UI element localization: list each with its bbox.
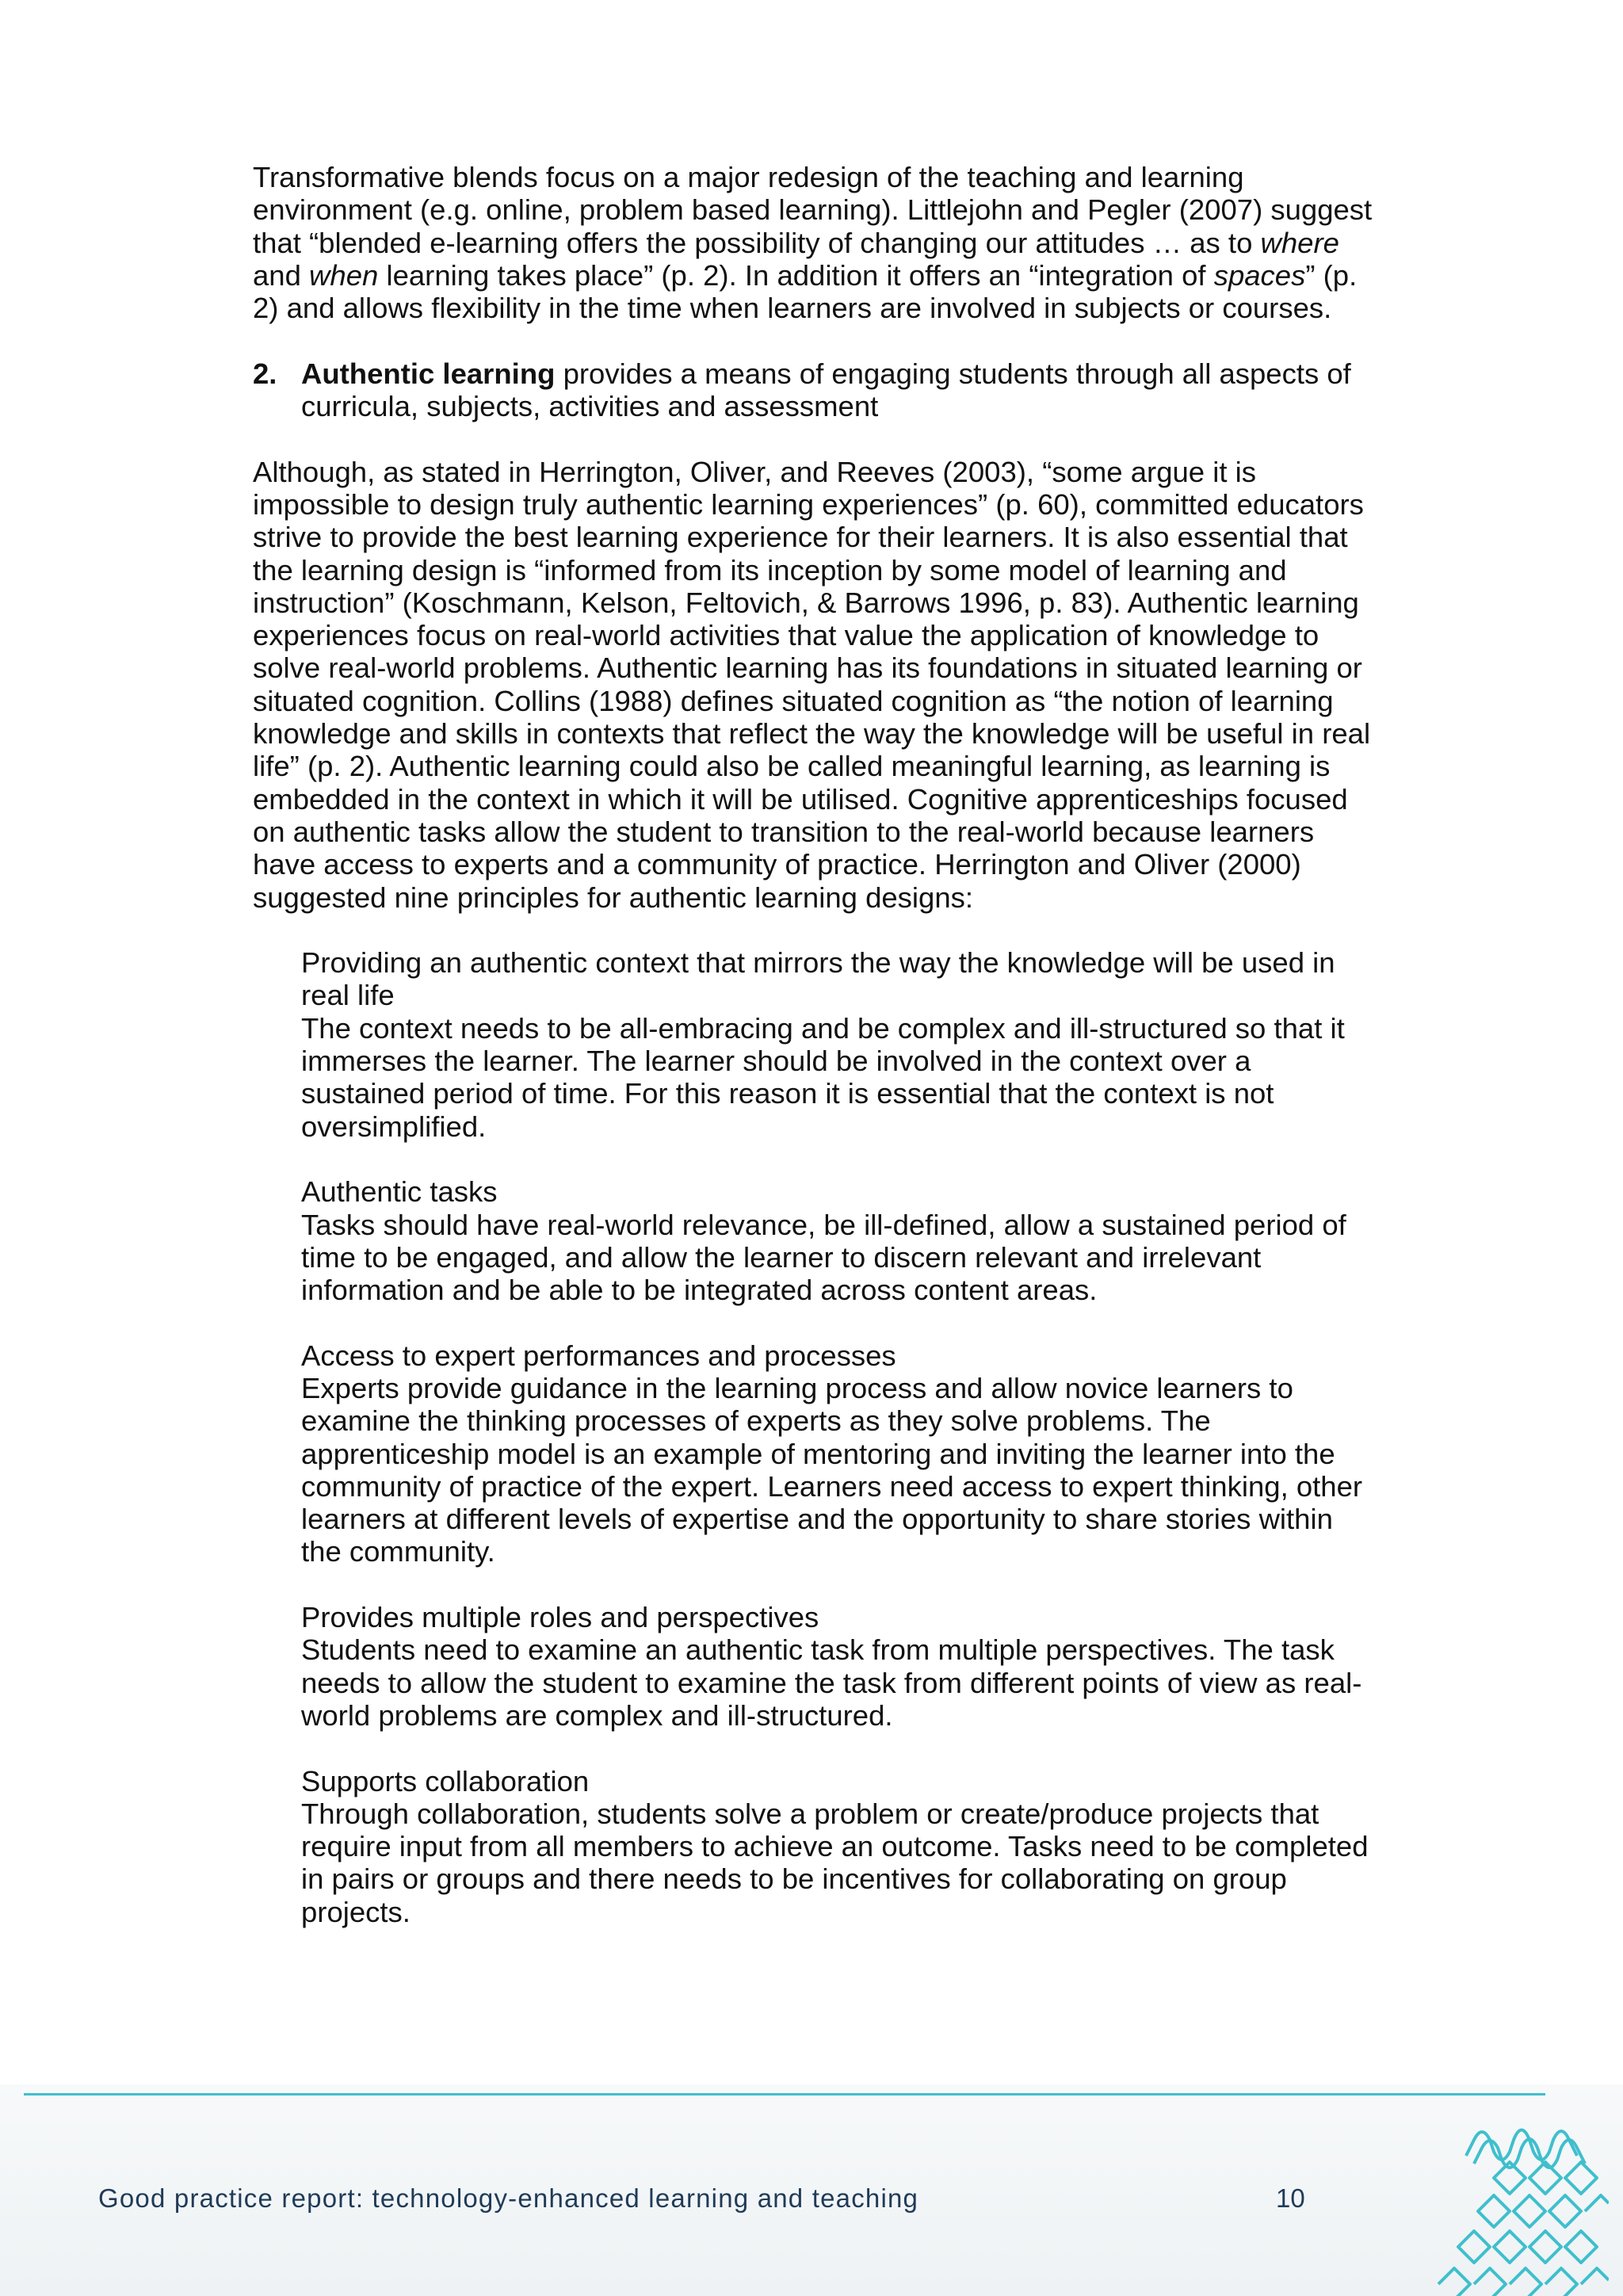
list-item-text: provides a means of engaging students through all aspects of curricula, subjects, activities and assessment [301, 357, 1351, 423]
numbered-item-authentic-learning [253, 357, 1378, 423]
principle-item [301, 1339, 1378, 1568]
paragraph-transformative-blends [253, 161, 1378, 324]
principle-item [301, 946, 1378, 1143]
principle-item [301, 1765, 1378, 1928]
principle-title: Providing an authentic context that mirrors the way the knowledge will be used in real life [301, 946, 1335, 1012]
list-item-body [301, 357, 1378, 423]
emphasis-spaces: spaces [1213, 258, 1306, 292]
principle-title: Authentic tasks [301, 1175, 498, 1209]
principle-title: Supports collaboration [301, 1764, 590, 1797]
footer-title: Good practice report: technology-enhanced learning and teaching [98, 2183, 919, 2213]
paragraph-authentic-learning: Although, as stated in Herrington, Oliver, and Reeves (2003), “some argue it is impossible to design truly authentic learning experiences” (p. 60), committed educators strive to provide the best learning experience for their learners. It is also essential that the learning design is “informed from its inception by some model of learning and instruction” (Koschmann, Kelson, Feltovich, & Barrows 1996, p. 83). Authentic learning experiences focus on real-world activities that value the application of knowledge to solve real-world problems. Authentic learning has its foundations in situated learning or situated cognition. Collins (1988) defines situated cognition as “the notion of learning knowledge and skills in contexts that reflect the way the knowledge will be useful in real life” (p. 2). Authentic learning could also be called meaningful learning, as learning is embedded in the context in which it will be utilised. Cognitive apprenticeships focused on authentic tasks allow the student to transition to the real-world because learners have access to experts and a community of practice. Herrington and Oliver (2000) suggested nine principles for authentic learning designs: [253, 455, 1371, 914]
wave-diamond-logo-icon [1419, 2076, 1609, 2296]
principle-item [301, 1601, 1378, 1732]
list-number: 2. [253, 357, 277, 390]
principle-title: Provides multiple roles and perspectives [301, 1601, 819, 1634]
footer-divider [24, 2093, 1545, 2095]
emphasis-where: where [1260, 226, 1339, 259]
page-content [253, 161, 1378, 1961]
list-item-heading: Authentic learning [301, 357, 556, 390]
principle-item [301, 1175, 1378, 1306]
principle-title: Access to expert performances and processes [301, 1339, 896, 1372]
principle-text: Tasks should have real-world relevance, be ill-defined, allow a sustained period of time to be engaged, and allow the learner to discern relevant and irrelevant information and be able to be integrated across content areas. [301, 1208, 1346, 1307]
principle-text: Through collaboration, students solve a problem or create/produce projects that require input from all members to achieve an outcome. Tasks need to be completed in pairs or groups and there needs to be incentives for collaborating on group projects. [301, 1797, 1369, 1928]
principle-text: The context needs to be all-embracing and be complex and ill-structured so that it immerses the learner. The learner should be involved in the context over a sustained period of time. For this reason it is essential that the context is not oversimplified. [301, 1011, 1345, 1143]
paragraph-text: learning takes place” (p. 2). In addition it offers an “integration of [378, 258, 1214, 292]
paragraph-text: and [253, 258, 310, 292]
page-number: 10 [1276, 2183, 1305, 2213]
emphasis-when: when [309, 258, 379, 292]
principle-text: Students need to examine an authentic task from multiple perspectives. The task needs to allow the student to examine the task from different points of view as real-world problems are complex and ill-structured. [301, 1633, 1362, 1732]
principle-text: Experts provide guidance in the learning process and allow novice learners to examine the thinking processes of experts as they solve problems. The apprenticeship model is an example of mentoring and inviting the learner into the community of practice of the expert. Learners need access to expert thinking, other learners at different levels of expertise and the opportunity to share stories within the community. [301, 1371, 1363, 1568]
principles-list [301, 946, 1378, 1928]
paragraph-text: ” (p. 2) and allows flexibility in the time when learners are involved in subjects or courses. [253, 258, 1358, 325]
paragraph-text: Transformative blends focus on a major redesign of the teaching and learning environment (e.g. online, problem based learning). Littlejohn and Pegler (2007) suggest that “blended e-learning offers the possibility of changing our attitudes … as to [253, 161, 1373, 259]
